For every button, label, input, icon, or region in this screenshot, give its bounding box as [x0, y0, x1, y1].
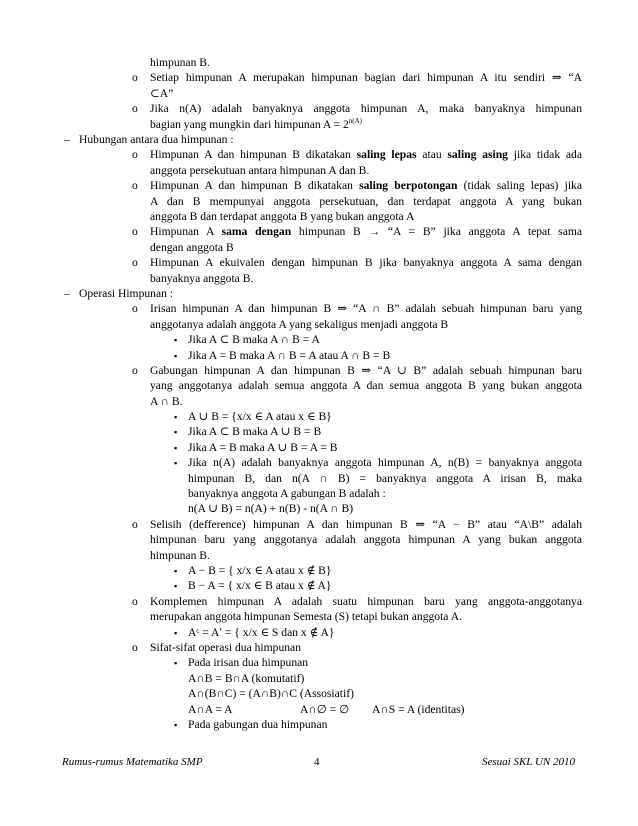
bold-term: saling lepas — [356, 148, 417, 162]
text-line: himpunan B. — [150, 56, 210, 69]
text-run: jika tidak ada — [507, 148, 582, 162]
text-line: Jika n(A) adalah banyaknya anggota himpunan A, maka banyaknya himpunan — [150, 102, 582, 116]
text-line: banyaknya anggota A gabungan B adalah : — [188, 487, 386, 501]
section-heading: Hubungan antara dua himpunan : — [79, 132, 234, 146]
text-line: anggota persekutuan antara himpunan A dan B. — [150, 163, 370, 177]
text-run: (tidak saling lepas) jika — [457, 179, 582, 193]
text-line — [150, 148, 582, 162]
dash-bullet-icon: – — [64, 132, 70, 146]
text-line: A ∩ B. — [150, 394, 183, 408]
square-bullet-icon: ▪ — [174, 427, 178, 438]
text-line: Irisan himpunan A dan himpunan B ⇒ “A ∩ B” adalah sebuah himpunan baru yang — [150, 302, 582, 316]
text-line — [150, 225, 582, 239]
text-line: Gabungan himpunan A dan himpunan B ⇒ “A ∪ B” adalah sebuah himpunan baru — [150, 363, 582, 377]
circle-bullet-icon: o — [132, 71, 138, 85]
formula-line: n(A ∪ B) = n(A) + n(B) - n(A ∩ B) — [188, 502, 354, 516]
text-line: Komplemen himpunan A adalah suatu himpunan baru yang anggota-anggotanya — [150, 594, 582, 608]
square-bullet-icon: ▪ — [174, 335, 178, 346]
text-line: banyaknya anggota B. — [150, 271, 254, 285]
text-run: bagian yang mungkin dari himpunan A = 2 — [150, 117, 349, 131]
text-line: A∩B = B∩A (komutatif) — [188, 671, 305, 685]
text-line: Selisih (defference) himpunan A dan himpunan B ⇒ “A − B” atau “A\B” adalah — [150, 517, 582, 531]
text-line: dengan anggota B — [150, 240, 234, 254]
text-line: Sifat-sifat operasi dua himpunan — [150, 641, 302, 655]
square-bullet-icon: ▪ — [174, 412, 178, 423]
text-run: Himpunan A — [150, 225, 222, 239]
text-line: Jika n(A) adalah banyaknya anggota himpunan A, n(B) = banyaknya anggota — [188, 456, 582, 470]
footer-right: Sesuai SKL UN 2010 — [482, 756, 576, 768]
text-line: himpunan B, dan n(A ∩ B) = banyaknya anggota A irisan B, maka — [188, 471, 582, 485]
circle-bullet-icon: o — [132, 225, 138, 239]
footer-left: Rumus-rumus Matematika SMP — [62, 756, 203, 768]
text-line: B − A = { x/x ∈ B atau x ∉ A} — [188, 579, 332, 593]
text-line: Jika A = B maka A ∪ B = A = B — [188, 440, 338, 454]
text-line: himpunan baru yang anggotanya adalah anggota himpunan A yang bukan anggota — [150, 533, 582, 547]
circle-bullet-icon: o — [132, 641, 138, 655]
superscript: n(A) — [348, 116, 362, 125]
circle-bullet-icon: o — [132, 302, 138, 316]
text-line: A dan B mempunyai anggota persekutuan, dan terdapat anggota A yang bukan — [150, 194, 582, 208]
text-line: ⊂A” — [150, 86, 174, 100]
text-line: anggota B dan terdapat anggota B yang bukan anggota A — [150, 209, 415, 223]
text-line: A ∪ B = {x/x ∈ A atau x ∈ B} — [188, 410, 332, 424]
circle-bullet-icon: o — [132, 102, 138, 116]
text-line: Setiap himpunan A merupakan himpunan bagian dari himpunan A itu sendiri ⇒ “A — [150, 71, 582, 85]
text-line: Himpunan A ekuivalen dengan himpunan B jika banyaknya anggota A sama dengan — [150, 256, 582, 270]
square-bullet-icon: ▪ — [174, 350, 178, 361]
square-bullet-icon: ▪ — [174, 581, 178, 592]
square-bullet-icon: ▪ — [174, 566, 178, 577]
text-line: Aᶜ = Aʹ = { x/x ∈ S dan x ∉ A} — [188, 625, 335, 639]
text-run: Himpunan A dan himpunan B dikatakan — [150, 179, 360, 193]
square-bullet-icon: ▪ — [174, 442, 178, 453]
page-number: 4 — [314, 756, 320, 768]
circle-bullet-icon: o — [132, 256, 138, 270]
text-line: anggotanya adalah anggota A yang sekaligus menjadi anggota B — [150, 317, 449, 331]
text-run: Himpunan A dan himpunan B dikatakan — [150, 148, 357, 162]
circle-bullet-icon: o — [132, 148, 138, 162]
text-line: Jika A ⊂ B maka A ∩ B = A — [188, 333, 320, 347]
text-line — [150, 118, 362, 132]
text-run: himpunan B → “A = B” jika anggota A tepat sama — [291, 225, 583, 239]
text-line: A∩(B∩C) = (A∩B)∩C (Assosiatif) — [188, 687, 354, 701]
square-bullet-icon: ▪ — [174, 458, 178, 469]
text-line: yang anggotanya adalah semua anggota A dan semua anggota B yang bukan anggota — [150, 379, 582, 393]
bold-term: saling asing — [447, 148, 508, 162]
text-run: atau — [416, 148, 448, 162]
square-bullet-icon: ▪ — [174, 720, 178, 730]
text-line: A∩A = A — [188, 702, 233, 716]
text-line — [150, 179, 582, 193]
text-line: A − B = { x/x ∈ A atau x ∉ B} — [188, 564, 332, 578]
circle-bullet-icon: o — [132, 517, 138, 531]
bold-term: sama dengan — [221, 225, 292, 239]
circle-bullet-icon: o — [132, 179, 138, 193]
circle-bullet-icon: o — [132, 594, 138, 608]
text-line: Jika A ⊂ B maka A ∪ B = B — [188, 425, 322, 439]
text-line: himpunan B. — [150, 548, 210, 562]
text-line: Jika A = B maka A ∩ B = A atau A ∩ B = B — [188, 348, 391, 362]
text-line: Pada gabungan dua himpunan — [188, 718, 328, 731]
text-line: merupakan anggota himpunan Semesta (S) tetapi bukan anggota A. — [150, 610, 462, 624]
dash-bullet-icon: – — [64, 286, 70, 300]
text-line: Pada irisan dua himpunan — [188, 656, 309, 670]
bold-term: saling berpotongan — [359, 179, 458, 193]
text-line: A∩∅ = ∅ — [300, 702, 350, 716]
circle-bullet-icon: o — [132, 363, 138, 377]
square-bullet-icon: ▪ — [174, 627, 178, 638]
text-line: A∩S = A (identitas) — [372, 702, 465, 716]
section-heading: Operasi Himpunan : — [79, 286, 174, 300]
square-bullet-icon: ▪ — [174, 658, 178, 669]
